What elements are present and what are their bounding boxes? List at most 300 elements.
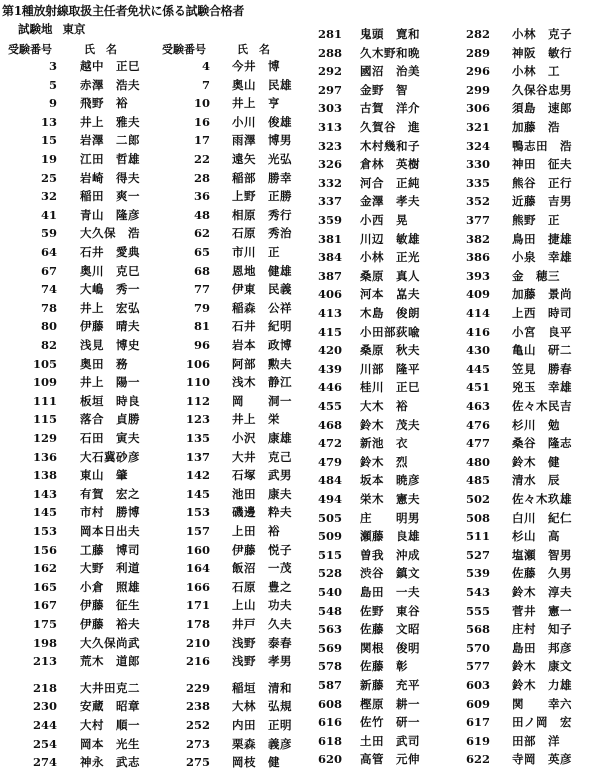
- list-item: [0, 528, 600, 544]
- exam-number: 252: [185, 718, 210, 732]
- list-item: [0, 156, 600, 172]
- candidate-name: 小林 工: [512, 64, 560, 79]
- exam-number: 540: [317, 585, 342, 599]
- candidate-name: 鳥田 捷雄: [512, 231, 572, 246]
- candidate-name: 岡本日出夫: [80, 524, 140, 538]
- candidate-name: 岡 洞一: [232, 393, 292, 408]
- candidate-name: 島田 邦彦: [512, 640, 572, 655]
- exam-number: 382: [465, 231, 490, 246]
- exam-number: 216: [185, 654, 210, 669]
- candidate-name: 佐々木玖雄: [512, 492, 572, 506]
- list-item: [0, 751, 600, 767]
- candidate-name: 久賀谷 進: [360, 120, 420, 134]
- candidate-name: 大久保 浩: [80, 226, 140, 241]
- candidate-name: 大野 利道: [80, 561, 140, 576]
- candidate-name: 鈴木 健: [512, 454, 560, 469]
- exam-number: 36: [193, 189, 210, 204]
- candidate-name: 内田 正明: [232, 718, 292, 732]
- candidate-name: 石原 秀治: [232, 226, 292, 241]
- candidate-name: 白川 紀仁: [512, 510, 572, 525]
- list-item: [0, 231, 600, 247]
- exam-number: 511: [465, 529, 490, 544]
- exam-number: 617: [465, 715, 490, 730]
- candidate-name: 寺岡 英彦: [512, 752, 572, 767]
- candidate-name: 岩崎 得夫: [80, 170, 140, 185]
- exam-number: 96: [193, 338, 210, 352]
- candidate-name: 庄 明男: [360, 510, 420, 525]
- list-item: [0, 138, 600, 154]
- candidate-name: 加藤 景尚: [512, 287, 572, 302]
- candidate-name: 岡枝 健: [232, 755, 280, 770]
- candidate-name: 稲部 勝幸: [232, 170, 292, 185]
- exam-number: 570: [465, 640, 490, 655]
- candidate-name: 清水 辰: [512, 473, 560, 488]
- exam-number: 229: [185, 680, 210, 695]
- exam-number: 618: [317, 733, 342, 748]
- candidate-name: 工藤 博司: [80, 542, 140, 557]
- list-item: [0, 584, 600, 600]
- exam-number: 77: [193, 282, 210, 297]
- exam-number: 165: [32, 579, 57, 594]
- exam-number: 137: [185, 449, 210, 464]
- exam-number: 79: [193, 300, 210, 315]
- candidate-name: 桑原 秋夫: [360, 343, 420, 358]
- exam-number: 160: [185, 542, 210, 557]
- candidate-name: 奥川 克巳: [80, 263, 140, 278]
- candidate-name: 小林 正光: [360, 250, 420, 265]
- exam-number: 451: [465, 380, 490, 395]
- candidate-name: 島田 一夫: [360, 585, 420, 599]
- candidate-name: 東山 肇: [80, 468, 128, 483]
- list-item: [0, 63, 600, 79]
- list-item: [0, 435, 600, 451]
- candidate-name: 岩本 政博: [232, 338, 292, 352]
- candidate-name: 栗森 義彦: [232, 736, 292, 751]
- candidate-name: 庄村 知子: [512, 622, 572, 637]
- list-item: [0, 324, 600, 340]
- exam-number: 297: [317, 82, 342, 97]
- candidate-name: 近藤 吉男: [512, 194, 572, 209]
- candidate-name: 倉林 英樹: [360, 157, 420, 172]
- exam-number: 145: [185, 486, 210, 501]
- exam-number: 238: [185, 699, 210, 714]
- candidate-name: 新藤 充平: [360, 678, 420, 692]
- exam-number: 485: [465, 473, 490, 488]
- exam-number: 384: [317, 250, 342, 265]
- exam-number: 157: [185, 524, 210, 538]
- list-item: [0, 82, 600, 98]
- candidate-name: 佐藤 文昭: [360, 622, 420, 637]
- exam-number: 445: [465, 361, 490, 376]
- candidate-name: 磯邊 粋夫: [232, 505, 292, 520]
- candidate-name: 桑谷 隆志: [512, 436, 572, 451]
- candidate-name: 石井 紀明: [232, 319, 292, 334]
- list-item: [0, 621, 600, 637]
- candidate-name: 木村幾和子: [360, 138, 420, 153]
- candidate-name: 赤澤 浩夫: [80, 77, 140, 92]
- list-item: [0, 565, 600, 581]
- exam-number: 472: [317, 436, 342, 451]
- candidate-name: 須島 速郎: [512, 101, 572, 116]
- candidate-name: 亀山 研二: [512, 343, 572, 358]
- list-item: [0, 45, 600, 61]
- exam-number: 622: [465, 752, 490, 767]
- candidate-name: 小林 克子: [512, 27, 572, 41]
- candidate-name: 恩地 健雄: [232, 263, 292, 278]
- exam-number: 16: [193, 114, 210, 129]
- exam-number: 198: [32, 635, 57, 650]
- exam-number: 62: [193, 226, 210, 241]
- candidate-name: 佐竹 研一: [360, 715, 420, 730]
- candidate-name: 上山 功夫: [232, 598, 292, 613]
- exam-number: 4: [201, 59, 210, 73]
- exam-number: 508: [465, 510, 490, 525]
- exam-number: 555: [465, 603, 490, 618]
- exam-number: 377: [465, 213, 490, 227]
- header-name-2: 氏 名: [237, 43, 270, 56]
- exam-number: 619: [465, 733, 490, 748]
- exam-number: 111: [32, 393, 57, 408]
- candidate-name: 神阪 敏行: [512, 45, 572, 60]
- candidate-name: 稲森 公祥: [232, 300, 292, 315]
- exam-number: 48: [193, 207, 210, 222]
- candidate-name: 青山 隆彦: [80, 207, 140, 222]
- candidate-name: 鈴木 康文: [512, 659, 572, 674]
- candidate-name: 鈴木 淳夫: [512, 585, 572, 599]
- exam-number: 129: [32, 431, 57, 445]
- candidate-name: 桂川 正巳: [360, 380, 420, 395]
- list-item: [0, 305, 600, 321]
- exam-number: 446: [317, 380, 342, 395]
- exam-number: 568: [465, 622, 490, 637]
- candidate-name: 大嶋 秀一: [80, 282, 140, 297]
- exam-number: 178: [185, 617, 210, 631]
- list-item: [0, 510, 600, 526]
- candidate-name: 奥田 務: [80, 356, 128, 371]
- exam-number: 123: [185, 412, 210, 427]
- candidate-name: 古賀 洋介: [360, 101, 420, 116]
- candidate-name: 久木野和晩: [360, 45, 420, 60]
- exam-number: 281: [317, 27, 342, 41]
- list-item: [0, 249, 600, 265]
- list-item: [0, 26, 600, 42]
- candidate-name: 阿部 勲夫: [232, 356, 292, 371]
- list-item: [0, 379, 600, 395]
- candidate-name: 稲垣 清和: [232, 680, 292, 695]
- exam-number: 275: [185, 755, 210, 770]
- exam-number: 323: [317, 138, 342, 153]
- exam-number: 494: [317, 492, 342, 506]
- candidate-name: 河合 正純: [360, 175, 420, 190]
- candidate-name: 神永 武志: [80, 755, 140, 770]
- candidate-name: 遠矢 光弘: [232, 152, 292, 166]
- exam-number: 210: [185, 635, 210, 650]
- exam-number: 145: [32, 505, 57, 520]
- candidate-name: 今井 博: [232, 59, 280, 73]
- exam-number: 274: [32, 755, 57, 770]
- exam-number: 616: [317, 715, 342, 730]
- exam-number: 10: [193, 96, 210, 111]
- candidate-name: 飯沼 一茂: [232, 561, 292, 576]
- candidate-name: 鴨志田 浩: [512, 138, 572, 153]
- candidate-name: 渋谷 鎮文: [360, 566, 420, 581]
- exam-number: 142: [185, 468, 210, 483]
- exam-number: 609: [465, 696, 490, 711]
- exam-number: 109: [32, 375, 57, 390]
- candidate-name: 稲田 爽一: [80, 189, 140, 204]
- exam-number: 303: [317, 101, 342, 116]
- exam-number: 289: [465, 45, 490, 60]
- exam-number: 332: [317, 175, 342, 190]
- exam-number: 68: [193, 263, 210, 278]
- exam-number: 106: [185, 356, 210, 371]
- exam-number: 162: [32, 561, 57, 576]
- candidate-name: 大井 克己: [232, 449, 292, 464]
- exam-number: 420: [317, 343, 342, 358]
- exam-number: 455: [317, 399, 342, 413]
- exam-number: 143: [32, 486, 57, 501]
- exam-number: 15: [40, 133, 57, 148]
- candidate-name: 久保谷忠男: [512, 82, 572, 97]
- candidate-name: 小倉 照雄: [80, 579, 140, 594]
- exam-number: 112: [185, 393, 210, 408]
- candidate-name: 江田 哲雄: [80, 152, 140, 166]
- candidate-name: 伊藤 裕夫: [80, 617, 140, 631]
- list-item: [0, 658, 600, 674]
- exam-number: 505: [317, 510, 342, 525]
- candidate-name: 池田 康夫: [232, 486, 292, 501]
- exam-number: 65: [193, 245, 210, 259]
- exam-number: 330: [465, 157, 490, 172]
- candidate-name: 石原 豊之: [232, 579, 292, 594]
- candidate-name: 井上 栄: [232, 412, 280, 427]
- exam-number: 479: [317, 454, 342, 469]
- candidate-name: 鬼頭 寛和: [360, 27, 420, 41]
- exam-number: 477: [465, 436, 490, 451]
- exam-number: 78: [40, 300, 57, 315]
- list-item: [0, 454, 600, 470]
- exam-number: 67: [40, 263, 57, 278]
- exam-number: 115: [32, 412, 57, 427]
- candidate-name: 菅井 憲一: [512, 603, 572, 618]
- candidate-name: 伊藤 征生: [80, 598, 140, 613]
- list-item: [0, 175, 600, 191]
- exam-number: 386: [465, 250, 490, 265]
- candidate-name: 神田 征夫: [512, 157, 572, 172]
- candidate-name: 熊谷 正行: [512, 175, 572, 190]
- list-item: [0, 100, 600, 116]
- candidate-name: 岡本 光生: [80, 736, 140, 751]
- exam-number: 28: [193, 170, 210, 185]
- list-item: [0, 212, 600, 228]
- list-item: [0, 417, 600, 433]
- candidate-name: 上西 時司: [512, 306, 572, 320]
- exam-number: 509: [317, 529, 342, 544]
- exam-number: 82: [40, 338, 57, 352]
- exam-number: 273: [185, 736, 210, 751]
- header-name-1: 氏 名: [84, 43, 117, 56]
- candidate-name: 河本 嵓夫: [360, 287, 420, 302]
- exam-number: 299: [465, 82, 490, 97]
- exam-number: 352: [465, 194, 490, 209]
- list-item: [0, 677, 600, 693]
- exam-number: 9: [48, 96, 57, 111]
- candidate-name: 笠見 勝春: [512, 361, 572, 376]
- exam-number: 74: [40, 282, 57, 297]
- candidate-name: 市村 勝博: [80, 505, 140, 520]
- exam-number: 569: [317, 640, 342, 655]
- candidate-name: 金澤 孝夫: [360, 194, 420, 209]
- candidate-name: 瀬藤 良雄: [360, 529, 420, 544]
- list-item: [0, 472, 600, 488]
- candidate-name: 金 穂三: [512, 268, 560, 283]
- candidate-name: 上田 裕: [232, 524, 280, 538]
- candidate-name: 川辺 敏雄: [360, 231, 420, 246]
- exam-number: 17: [193, 133, 210, 148]
- exam-number: 415: [317, 324, 342, 339]
- exam-number: 167: [32, 598, 57, 613]
- exam-number: 321: [465, 120, 490, 134]
- exam-number: 166: [185, 579, 210, 594]
- exam-number: 502: [465, 492, 490, 506]
- exam-number: 393: [465, 268, 490, 283]
- candidate-name: 荒木 道郎: [80, 654, 140, 669]
- exam-number: 527: [465, 547, 490, 562]
- exam-number: 387: [317, 268, 342, 283]
- exam-number: 213: [32, 654, 57, 669]
- candidate-name: 木島 俊朗: [360, 306, 420, 320]
- exam-number: 603: [465, 678, 490, 692]
- exam-number: 359: [317, 213, 342, 227]
- candidate-name: 鈴木 力雄: [512, 678, 572, 692]
- exam-number: 539: [465, 566, 490, 581]
- exam-number: 548: [317, 603, 342, 618]
- exam-number: 7: [201, 77, 210, 92]
- exam-number: 515: [317, 547, 342, 562]
- candidate-name: 相原 秀行: [232, 207, 292, 222]
- candidate-name: 石井 愛典: [80, 245, 140, 259]
- candidate-name: 奥山 民雄: [232, 77, 292, 92]
- candidate-name: 塩瀬 智男: [512, 547, 572, 562]
- list-item: [0, 193, 600, 209]
- candidate-name: 桑原 真人: [360, 268, 420, 283]
- header-number-1: 受験番号: [8, 43, 52, 56]
- candidate-name: 浅木 静江: [232, 375, 292, 390]
- candidate-name: 高管 元伸: [360, 752, 420, 767]
- candidate-name: 関根 俊明: [360, 640, 420, 655]
- exam-number: 413: [317, 306, 342, 320]
- candidate-name: 井上 宏弘: [80, 300, 140, 315]
- candidate-name: 伊藤 悦子: [232, 542, 292, 557]
- list-item: [0, 547, 600, 563]
- exam-number: 406: [317, 287, 342, 302]
- candidate-name: 大木 裕: [360, 399, 408, 413]
- exam-number: 608: [317, 696, 342, 711]
- exam-number: 138: [32, 468, 57, 483]
- exam-number: 577: [465, 659, 490, 674]
- exam-number: 230: [32, 699, 57, 714]
- exam-number: 430: [465, 343, 490, 358]
- candidate-name: 飛野 裕: [80, 96, 128, 111]
- exam-number: 463: [465, 399, 490, 413]
- exam-number: 19: [40, 152, 57, 166]
- candidate-name: 上野 正勝: [232, 189, 292, 204]
- exam-number: 135: [185, 431, 210, 445]
- candidate-name: 大井田克二: [80, 680, 140, 695]
- list-item: [0, 603, 600, 619]
- exam-number: 110: [185, 375, 210, 390]
- exam-number: 22: [193, 152, 210, 166]
- candidate-name: 落合 貞勝: [80, 412, 140, 427]
- exam-number: 528: [317, 566, 342, 581]
- exam-number: 313: [317, 120, 342, 134]
- list-item: [0, 286, 600, 302]
- exam-number: 439: [317, 361, 342, 376]
- candidate-name: 曽我 沖成: [360, 547, 420, 562]
- exam-number: 59: [40, 226, 57, 241]
- header-number-2: 受験番号: [162, 43, 206, 56]
- candidate-name: 井上 亨: [232, 96, 280, 111]
- candidate-name: 佐野 東谷: [360, 603, 420, 618]
- exam-number: 414: [465, 306, 490, 320]
- list-item: [0, 342, 600, 358]
- candidate-name: 小泉 幸雄: [512, 250, 572, 265]
- candidate-name: 川部 隆平: [360, 361, 420, 376]
- exam-number: 175: [32, 617, 57, 631]
- candidate-name: 佐藤 久男: [512, 566, 572, 581]
- list-item: [0, 696, 600, 712]
- candidate-name: 坂本 暁彦: [360, 473, 420, 488]
- exam-number: 64: [40, 245, 57, 259]
- page-title: 第1種放射線取扱主任者免状に係る試験合格者: [2, 4, 245, 18]
- exam-number: 381: [317, 231, 342, 246]
- candidate-name: 板垣 時良: [80, 393, 140, 408]
- candidate-name: 井戸 久夫: [232, 617, 292, 631]
- list-item: [0, 733, 600, 749]
- candidate-name: 大石冀砂彦: [80, 449, 140, 464]
- candidate-name: 國沼 治美: [360, 64, 420, 79]
- exam-number: 153: [185, 505, 210, 520]
- candidate-name: 加藤 浩: [512, 120, 560, 134]
- candidate-name: 杉山 高: [512, 529, 560, 544]
- candidate-name: 浅見 博史: [80, 338, 140, 352]
- candidate-name: 関 幸六: [512, 696, 572, 711]
- candidate-name: 石塚 武男: [232, 468, 292, 483]
- exam-number: 81: [193, 319, 210, 334]
- candidate-name: 小沢 康雄: [232, 431, 292, 445]
- exam-number: 136: [32, 449, 57, 464]
- exam-number: 484: [317, 473, 342, 488]
- candidate-name: 栄木 憲夫: [360, 492, 420, 506]
- candidate-name: 井上 雅夫: [80, 114, 140, 129]
- exam-number: 288: [317, 45, 342, 60]
- exam-number: 578: [317, 659, 342, 674]
- candidate-name: 浅野 孝男: [232, 654, 292, 669]
- exam-number: 3: [48, 59, 57, 73]
- exam-number: 337: [317, 194, 342, 209]
- exam-number: 244: [32, 718, 57, 732]
- candidate-name: 市川 正: [232, 245, 280, 259]
- exam-number: 153: [32, 524, 57, 538]
- list-item: [0, 268, 600, 284]
- candidate-name: 小田部荻喩: [360, 324, 420, 339]
- candidate-name: 熊野 正: [512, 213, 560, 227]
- candidate-name: 鈴木 烈: [360, 454, 408, 469]
- exam-number: 563: [317, 622, 342, 637]
- candidate-name: 兇玉 幸雄: [512, 380, 572, 395]
- exam-number: 282: [465, 27, 490, 41]
- exam-number: 468: [317, 417, 342, 432]
